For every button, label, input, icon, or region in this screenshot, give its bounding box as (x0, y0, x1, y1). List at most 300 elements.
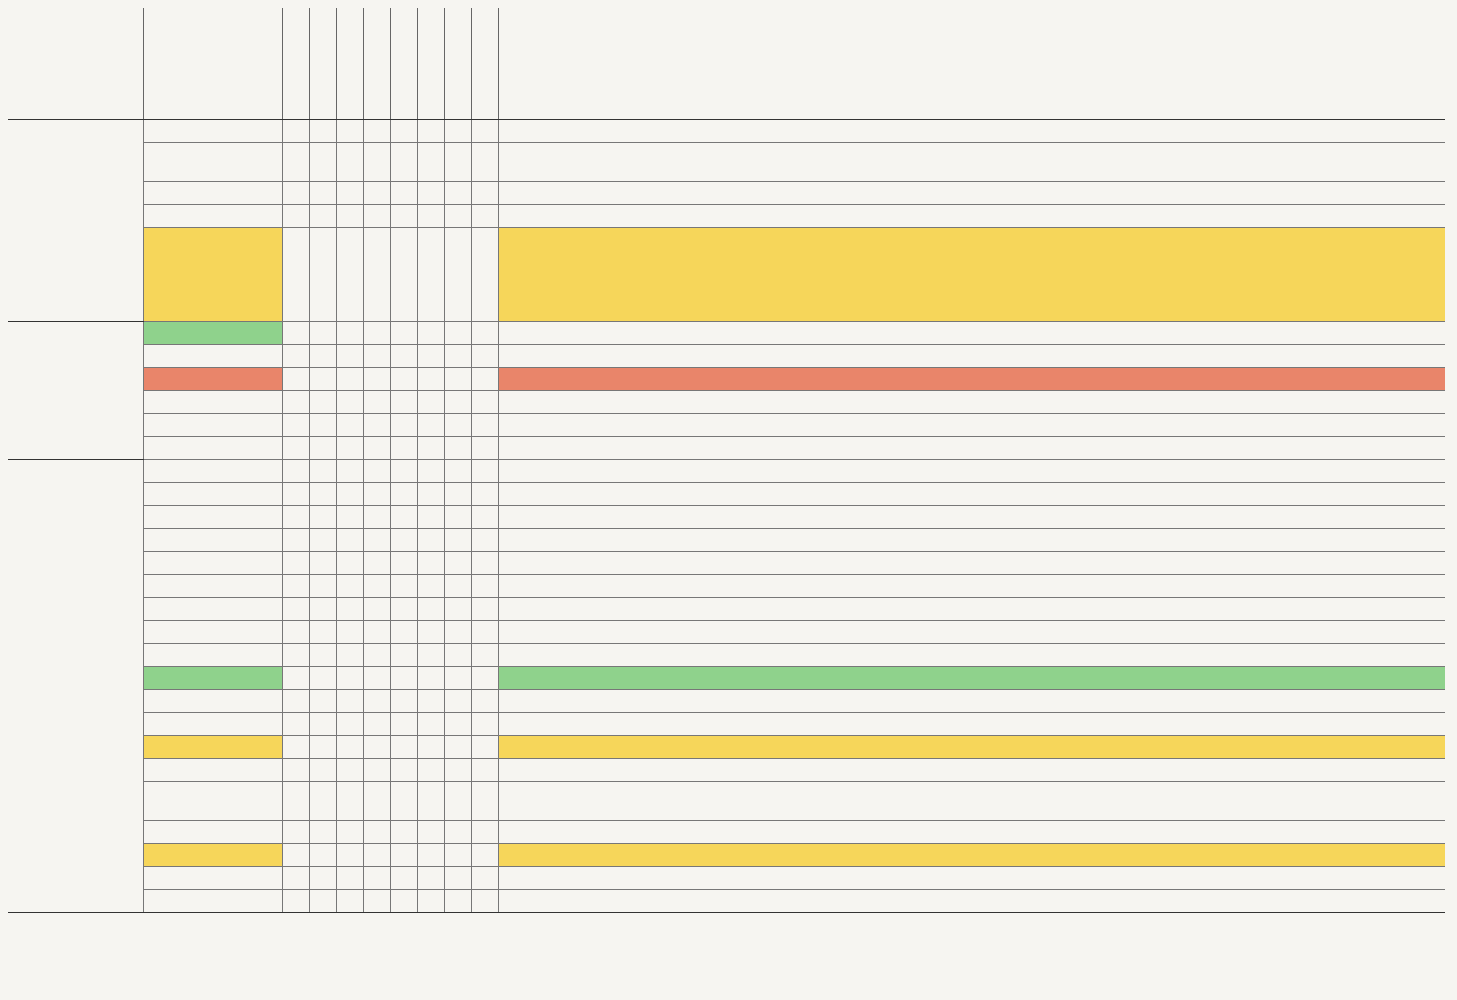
region-mark-cell (363, 820, 390, 843)
event-description (498, 119, 1445, 142)
region-mark-cell (471, 181, 498, 204)
region-mark-cell (390, 459, 417, 482)
table-row (8, 574, 1445, 597)
region-mark-cell (336, 820, 363, 843)
region-mark-cell (417, 597, 444, 620)
table-row (8, 820, 1445, 843)
region-mark-cell (363, 436, 390, 459)
region-mark-cell (444, 620, 471, 643)
event-description (498, 321, 1445, 344)
event-description (498, 843, 1445, 866)
event-description (498, 390, 1445, 413)
table-row (8, 551, 1445, 574)
date-cell (143, 528, 282, 551)
region-mark-cell (363, 528, 390, 551)
region-mark-cell (471, 227, 498, 321)
region-mark-cell (309, 528, 336, 551)
event-description (498, 505, 1445, 528)
region-mark-cell (336, 459, 363, 482)
region-mark-cell (444, 843, 471, 866)
date-cell (143, 181, 282, 204)
region-mark-cell (417, 181, 444, 204)
region-mark-cell (309, 889, 336, 912)
table-row (8, 758, 1445, 781)
region-mark-cell (282, 204, 309, 227)
region-mark-cell (309, 666, 336, 689)
region-mark-cell (390, 866, 417, 889)
event-description (498, 344, 1445, 367)
date-cell (143, 367, 282, 390)
region-mark-cell (282, 482, 309, 505)
region-mark-cell (309, 367, 336, 390)
event-description (498, 528, 1445, 551)
region-mark-cell (444, 367, 471, 390)
table-row (8, 528, 1445, 551)
region-mark-cell (390, 142, 417, 181)
table-row (8, 620, 1445, 643)
region-mark-cell (471, 620, 498, 643)
date-cell (143, 712, 282, 735)
region-mark-cell (282, 142, 309, 181)
region-mark-cell (417, 436, 444, 459)
region-mark-cell (417, 712, 444, 735)
region-mark-cell (444, 482, 471, 505)
region-mark-cell (282, 889, 309, 912)
date-cell (143, 843, 282, 866)
date-cell (143, 574, 282, 597)
region-mark-cell (282, 843, 309, 866)
region-mark-cell (444, 528, 471, 551)
region-mark-cell (363, 597, 390, 620)
region-mark-cell (444, 459, 471, 482)
region-mark-cell (336, 390, 363, 413)
region-mark-cell (309, 574, 336, 597)
region-mark-cell (336, 843, 363, 866)
region-mark-cell (417, 643, 444, 666)
date-cell (143, 597, 282, 620)
region-mark-cell (363, 181, 390, 204)
event-description (498, 597, 1445, 620)
region-mark-cell (363, 321, 390, 344)
region-mark-cell (309, 781, 336, 820)
region-mark-cell (309, 843, 336, 866)
region-mark-cell (390, 574, 417, 597)
region-mark-cell (363, 781, 390, 820)
region-mark-cell (336, 505, 363, 528)
event-description (498, 459, 1445, 482)
region-mark-cell (444, 227, 471, 321)
region-mark-cell (336, 666, 363, 689)
region-mark-cell (309, 390, 336, 413)
region-mark-cell (471, 413, 498, 436)
event-description (498, 820, 1445, 843)
region-mark-cell (363, 712, 390, 735)
region-mark-cell (471, 758, 498, 781)
table-row (8, 889, 1445, 912)
region-mark-cell (471, 204, 498, 227)
region-mark-cell (336, 482, 363, 505)
region-mark-cell (417, 390, 444, 413)
region-mark-cell (282, 712, 309, 735)
region-mark-cell (309, 820, 336, 843)
region-mark-cell (336, 551, 363, 574)
region-mark-cell (417, 482, 444, 505)
table-row (8, 666, 1445, 689)
region-mark-cell (444, 321, 471, 344)
region-mark-cell (471, 574, 498, 597)
date-cell (143, 666, 282, 689)
date-cell (143, 781, 282, 820)
table-row (8, 866, 1445, 889)
region-mark-cell (390, 227, 417, 321)
region-mark-cell (417, 866, 444, 889)
region-header-romani (309, 8, 336, 119)
region-header-monteleone (471, 8, 498, 119)
region-mark-cell (363, 227, 390, 321)
date-cell (143, 321, 282, 344)
region-mark-cell (471, 459, 498, 482)
region-header-greci (363, 8, 390, 119)
table-row (8, 712, 1445, 735)
region-mark-cell (471, 436, 498, 459)
era-label (8, 119, 143, 321)
region-mark-cell (417, 735, 444, 758)
region-mark-cell (363, 459, 390, 482)
region-mark-cell (417, 142, 444, 181)
table-row (8, 142, 1445, 181)
region-mark-cell (444, 119, 471, 142)
table-row (8, 119, 1445, 142)
region-mark-cell (390, 620, 417, 643)
region-mark-cell (309, 459, 336, 482)
date-cell (143, 866, 282, 889)
date-cell (143, 820, 282, 843)
region-mark-cell (363, 758, 390, 781)
region-mark-cell (336, 119, 363, 142)
region-mark-cell (282, 866, 309, 889)
region-mark-cell (417, 227, 444, 321)
region-mark-cell (471, 344, 498, 367)
region-mark-cell (417, 820, 444, 843)
table-row (8, 781, 1445, 820)
region-mark-cell (471, 866, 498, 889)
date-cell (143, 459, 282, 482)
region-mark-cell (390, 204, 417, 227)
region-header-italia (282, 8, 309, 119)
region-mark-cell (471, 843, 498, 866)
region-mark-cell (282, 574, 309, 597)
region-mark-cell (444, 597, 471, 620)
region-mark-cell (471, 321, 498, 344)
region-mark-cell (471, 712, 498, 735)
region-mark-cell (471, 119, 498, 142)
region-mark-cell (444, 758, 471, 781)
region-mark-cell (417, 666, 444, 689)
region-mark-cell (417, 505, 444, 528)
region-mark-cell (417, 413, 444, 436)
region-mark-cell (309, 227, 336, 321)
region-mark-cell (390, 781, 417, 820)
event-description (498, 204, 1445, 227)
region-mark-cell (309, 597, 336, 620)
region-mark-cell (417, 528, 444, 551)
region-mark-cell (390, 505, 417, 528)
region-mark-cell (282, 390, 309, 413)
region-mark-cell (336, 142, 363, 181)
region-mark-cell (282, 689, 309, 712)
region-mark-cell (336, 712, 363, 735)
era-label (8, 321, 143, 459)
event-description (498, 620, 1445, 643)
region-mark-cell (282, 643, 309, 666)
region-mark-cell (309, 482, 336, 505)
region-mark-cell (471, 390, 498, 413)
region-mark-cell (417, 119, 444, 142)
region-mark-cell (471, 889, 498, 912)
date-cell (143, 413, 282, 436)
region-mark-cell (309, 344, 336, 367)
event-description (498, 413, 1445, 436)
region-mark-cell (363, 620, 390, 643)
region-mark-cell (390, 528, 417, 551)
event-description (498, 689, 1445, 712)
region-mark-cell (363, 889, 390, 912)
region-mark-cell (444, 781, 471, 820)
region-mark-cell (390, 712, 417, 735)
region-mark-cell (444, 820, 471, 843)
region-mark-cell (390, 119, 417, 142)
date-cell (143, 344, 282, 367)
region-mark-cell (363, 505, 390, 528)
date-cell (143, 436, 282, 459)
region-mark-cell (309, 119, 336, 142)
region-mark-cell (363, 735, 390, 758)
region-mark-cell (363, 413, 390, 436)
region-mark-cell (336, 758, 363, 781)
region-mark-cell (309, 551, 336, 574)
date-cell (143, 390, 282, 413)
region-mark-cell (417, 689, 444, 712)
event-description (498, 551, 1445, 574)
region-mark-cell (390, 551, 417, 574)
date-header (143, 8, 282, 119)
region-mark-cell (390, 367, 417, 390)
region-mark-cell (309, 413, 336, 436)
region-mark-cell (390, 181, 417, 204)
region-mark-cell (282, 551, 309, 574)
region-mark-cell (282, 413, 309, 436)
region-mark-cell (417, 459, 444, 482)
region-mark-cell (444, 735, 471, 758)
region-mark-cell (282, 367, 309, 390)
event-description (498, 643, 1445, 666)
region-mark-cell (471, 597, 498, 620)
region-mark-cell (417, 204, 444, 227)
region-mark-cell (444, 436, 471, 459)
region-mark-cell (309, 321, 336, 344)
region-mark-cell (282, 735, 309, 758)
region-mark-cell (417, 321, 444, 344)
region-header-asia-minore (417, 8, 444, 119)
region-mark-cell (336, 866, 363, 889)
region-mark-cell (282, 181, 309, 204)
header-row (8, 8, 1445, 119)
table-row (8, 367, 1445, 390)
region-mark-cell (390, 597, 417, 620)
event-description (498, 758, 1445, 781)
region-mark-cell (309, 204, 336, 227)
event-description (498, 781, 1445, 820)
era-header (8, 8, 143, 119)
event-description (498, 866, 1445, 889)
region-mark-cell (390, 413, 417, 436)
region-mark-cell (336, 574, 363, 597)
table-row (8, 597, 1445, 620)
region-mark-cell (471, 528, 498, 551)
chronology-table (8, 8, 1445, 913)
chronology-body (8, 119, 1445, 912)
table-row (8, 204, 1445, 227)
region-mark-cell (282, 758, 309, 781)
region-mark-cell (417, 889, 444, 912)
region-mark-cell (471, 781, 498, 820)
table-row (8, 459, 1445, 482)
region-mark-cell (309, 689, 336, 712)
region-mark-cell (282, 436, 309, 459)
region-mark-cell (444, 866, 471, 889)
region-mark-cell (336, 181, 363, 204)
region-mark-cell (282, 781, 309, 820)
region-mark-cell (336, 620, 363, 643)
date-cell (143, 689, 282, 712)
region-mark-cell (336, 321, 363, 344)
table-row (8, 436, 1445, 459)
table-row (8, 843, 1445, 866)
region-mark-cell (336, 227, 363, 321)
region-mark-cell (390, 390, 417, 413)
date-cell (143, 551, 282, 574)
region-header-etruschi (336, 8, 363, 119)
event-description (498, 735, 1445, 758)
region-mark-cell (471, 142, 498, 181)
date-cell (143, 758, 282, 781)
region-mark-cell (471, 643, 498, 666)
region-mark-cell (417, 781, 444, 820)
date-cell (143, 735, 282, 758)
region-mark-cell (444, 643, 471, 666)
region-mark-cell (282, 344, 309, 367)
region-mark-cell (336, 643, 363, 666)
region-mark-cell (336, 436, 363, 459)
region-mark-cell (309, 712, 336, 735)
event-description (498, 367, 1445, 390)
region-mark-cell (444, 505, 471, 528)
region-mark-cell (444, 689, 471, 712)
date-cell (143, 482, 282, 505)
region-mark-cell (363, 643, 390, 666)
region-mark-cell (282, 321, 309, 344)
event-description (498, 574, 1445, 597)
region-mark-cell (336, 735, 363, 758)
region-mark-cell (282, 597, 309, 620)
event-description (498, 666, 1445, 689)
region-mark-cell (471, 820, 498, 843)
region-mark-cell (336, 344, 363, 367)
region-mark-cell (336, 204, 363, 227)
region-mark-cell (309, 142, 336, 181)
region-mark-cell (336, 889, 363, 912)
region-mark-cell (309, 866, 336, 889)
region-mark-cell (390, 843, 417, 866)
region-mark-cell (417, 843, 444, 866)
region-mark-cell (336, 413, 363, 436)
event-description (498, 889, 1445, 912)
region-mark-cell (363, 119, 390, 142)
region-mark-cell (471, 689, 498, 712)
region-mark-cell (444, 142, 471, 181)
region-mark-cell (417, 574, 444, 597)
region-mark-cell (390, 344, 417, 367)
region-mark-cell (309, 643, 336, 666)
region-mark-cell (444, 344, 471, 367)
region-mark-cell (444, 413, 471, 436)
region-mark-cell (471, 505, 498, 528)
region-header-spagna (444, 8, 471, 119)
region-mark-cell (390, 666, 417, 689)
region-mark-cell (363, 482, 390, 505)
region-mark-cell (444, 712, 471, 735)
region-mark-cell (471, 666, 498, 689)
date-cell (143, 505, 282, 528)
date-cell (143, 889, 282, 912)
region-mark-cell (282, 666, 309, 689)
region-mark-cell (444, 666, 471, 689)
region-mark-cell (444, 390, 471, 413)
table-row (8, 735, 1445, 758)
date-cell (143, 227, 282, 321)
region-mark-cell (444, 204, 471, 227)
table-row (8, 689, 1445, 712)
date-cell (143, 119, 282, 142)
region-mark-cell (309, 620, 336, 643)
region-mark-cell (390, 643, 417, 666)
table-row (8, 227, 1445, 321)
region-mark-cell (444, 574, 471, 597)
region-mark-cell (444, 181, 471, 204)
region-mark-cell (309, 735, 336, 758)
region-mark-cell (390, 321, 417, 344)
date-cell (143, 620, 282, 643)
region-mark-cell (336, 367, 363, 390)
region-mark-cell (282, 620, 309, 643)
region-mark-cell (363, 142, 390, 181)
region-mark-cell (282, 227, 309, 321)
region-mark-cell (363, 390, 390, 413)
region-mark-cell (336, 597, 363, 620)
date-cell (143, 142, 282, 181)
region-mark-cell (282, 459, 309, 482)
event-description (498, 142, 1445, 181)
region-mark-cell (363, 367, 390, 390)
region-mark-cell (309, 181, 336, 204)
region-mark-cell (336, 781, 363, 820)
region-mark-cell (363, 689, 390, 712)
region-mark-cell (390, 889, 417, 912)
region-mark-cell (336, 689, 363, 712)
region-mark-cell (417, 551, 444, 574)
event-description (498, 227, 1445, 321)
table-row (8, 181, 1445, 204)
